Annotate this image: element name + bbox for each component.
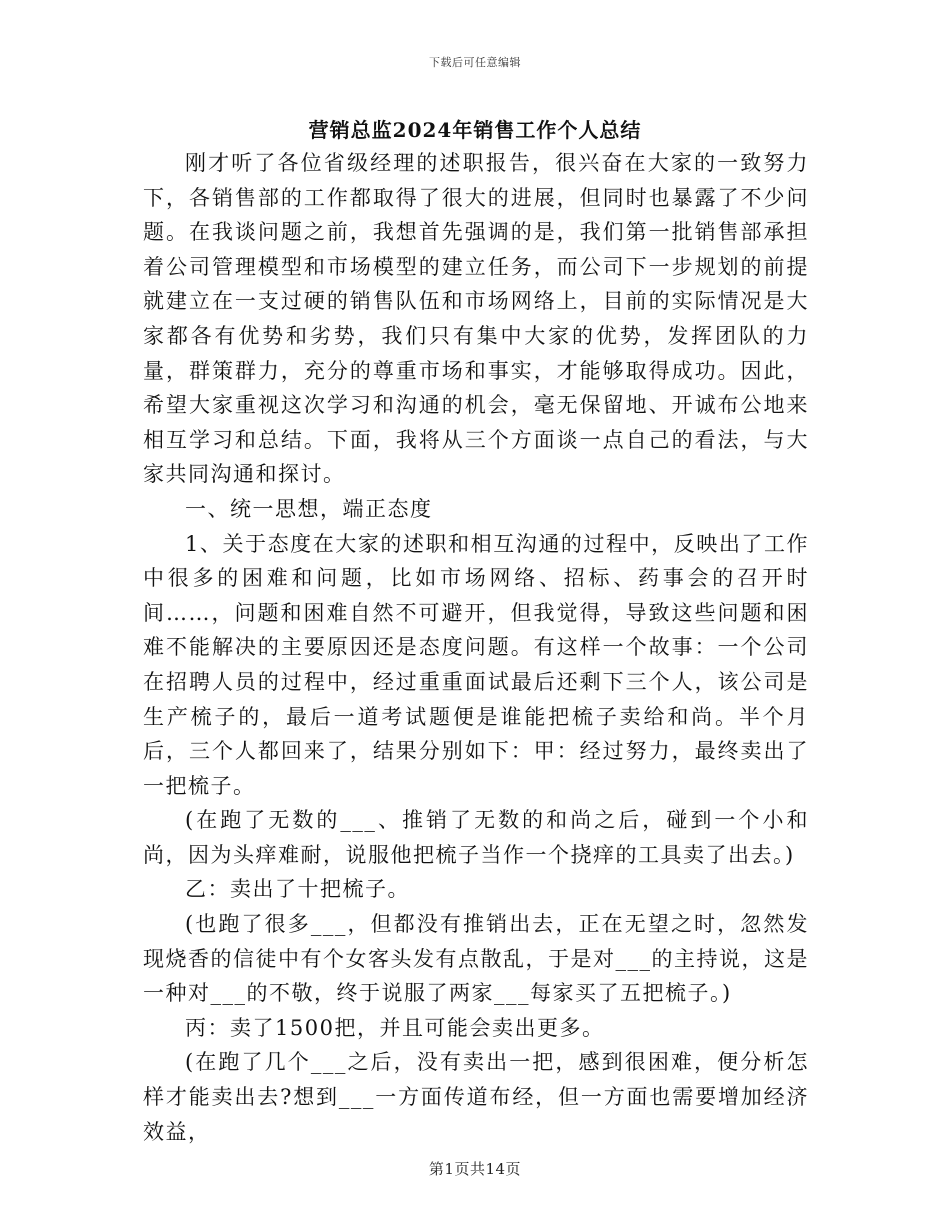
paragraph-jia-detail: (在跑了无数的___、推销了无数的和尚之后，碰到一个小和尚，因为头痒难耐，说服他把梳子当作一个挠痒的工具卖了出去。): [143, 808, 809, 867]
paragraph-yi: 乙：卖出了十把梳子。: [185, 877, 410, 902]
header-note: 下载后可任意编辑: [429, 56, 521, 69]
document-body: [143, 146, 809, 1149]
paragraph-bing-detail: (在跑了几个___之后，没有卖出一把，感到很困难，便分析怎样才能卖出去?想到___一方面传道布经，但一方面也需要增加经济效益，: [143, 1050, 809, 1144]
section-heading: 一、统一思想，端正态度: [185, 496, 433, 521]
paragraph-bing: 丙：卖了1500把，并且可能会卖出更多。: [185, 1015, 605, 1040]
document-title: 营销总监2024年销售工作个人总结: [308, 118, 642, 142]
paragraph-yi-detail: (也跑了很多___，但都没有推销出去，正在无望之时，忽然发现烧香的信徒中有个女客头发有点散乱，于是对___的主持说，这是一种对___的不敬，终于说服了两家___每家买了五把梳子。): [143, 912, 809, 1006]
paragraph-intro: 刚才听了各位省级经理的述职报告，很兴奋在大家的一致努力下，各销售部的工作都取得了很大的进展，但同时也暴露了不少问题。在我谈问题之前，我想首先强调的是，我们第一批销售部承担着公司管理模型和市场模型的建立任务，而公司下一步规划的前提就建立在一支过硬的销售队伍和市场网络上，目前的实际情况是大家都各有优势和劣势，我们只有集中大家的优势，发挥团队的力量，群策群力，充分的尊重市场和事实，才能够取得成功。因此，希望大家重视这次学习和沟通的机会，毫无保留地、开诚布公地来相互学习和总结。下面，我将从三个方面谈一点自己的看法，与大家共同沟通和探讨。: [143, 151, 809, 487]
paragraph-attitude: 1、关于态度在大家的述职和相互沟通的过程中，反映出了工作中很多的困难和问题，比如市场网络、招标、药事会的召开时间……，问题和困难自然不可避开，但我觉得，导致这些问题和困难不能解决的主要原因还是态度问题。有这样一个故事：一个公司在招聘人员的过程中，经过重重面试最后还剩下三个人，该公司是生产梳子的，最后一道考试题便是谁能把梳子卖给和尚。半个月后，三个人都回来了，结果分别如下：甲：经过努力，最终卖出了一把梳子。: [143, 531, 809, 798]
page-number: 第1页共14页: [428, 1160, 522, 1178]
